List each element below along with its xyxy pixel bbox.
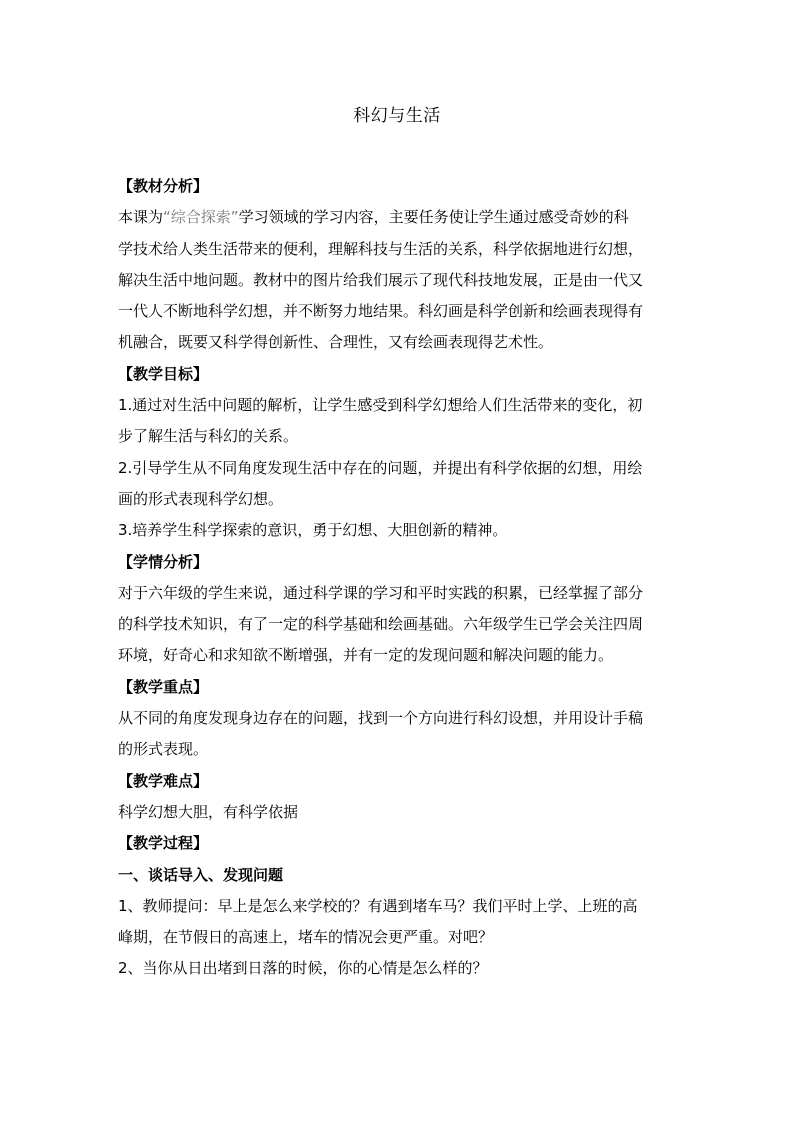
paragraph-line: 1.通过对生活中问题的解析，让学生感受到科学幻想给人们生活带来的变化，初 [118, 396, 643, 415]
line-text: 学习领域的学习内容，主要任务使让学生通过感受奇妙的科 [238, 208, 629, 227]
paragraph-line: 1、教师提问：早上是怎么来学校的？有遇到堵车马？我们平时上学、上班的高 [118, 896, 638, 915]
document-body [118, 171, 678, 985]
paragraph-line: 的科学技术知识，有了一定的科学基础和绘画基础。六年级学生已学会关注四周 [118, 615, 644, 634]
section-heading: 【教学过程】 [118, 834, 209, 853]
highlighted-term: “综合探索” [163, 208, 239, 227]
line-text: 本课为 [118, 208, 164, 227]
section-heading: 【教学难点】 [118, 771, 209, 790]
paragraph-line: 机融合，既要又科学得创新性、合理性，又有绘画表现得艺术性。 [118, 333, 554, 352]
section-heading: 【教学重点】 [118, 677, 209, 696]
paragraph-line: 步了解生活与科幻的关系。 [118, 427, 299, 446]
section-heading: 【教材分析】 [118, 177, 209, 195]
paragraph-line: 3.培养学生科学探索的意识，勇于幻想、大胆创新的精神。 [118, 521, 508, 540]
section-heading: 【学情分析】 [118, 552, 209, 571]
paragraph-line: 环境，好奇心和求知欲不断增强，并有一定的发现问题和解决问题的能力。 [118, 646, 614, 665]
paragraph-line: 峰期，在节假日的高速上，堵车的情况会更严重。对吧？ [118, 928, 494, 947]
paragraph-line: 学技术给人类生活带来的便利，理解科技与生活的关系，科学依据地进行幻想， [118, 239, 644, 258]
document-title: 科幻与生活 [353, 106, 441, 126]
paragraph-line: 科学幻想大胆，有科学依据 [118, 802, 299, 821]
paragraph-line [118, 202, 678, 233]
paragraph-line: 解决生活中地问题。教材中的图片给我们展示了现代科技地发展，正是由一代又 [118, 270, 644, 289]
paragraph-line: 一代人不断地科学幻想，并不断努力地结果。科幻画是科学创新和绘画表现得有 [118, 302, 644, 321]
section-heading: 一、谈话导入、发现问题 [118, 865, 284, 884]
paragraph-line: 2、当你从日出堵到日落的时候，你的心情是怎么样的？ [118, 959, 488, 978]
paragraph-line: 2.引导学生从不同角度发现生活中存在的问题，并提出有科学依据的幻想，用绘 [118, 458, 643, 477]
paragraph-line: 的形式表现。 [118, 740, 209, 759]
section-heading: 【教学目标】 [118, 364, 209, 383]
paragraph-line: 画的形式表现科学幻想。 [118, 489, 284, 508]
paragraph-line: 对于六年级的学生来说，通过科学课的学习和平时实践的积累，已经掌握了部分 [118, 583, 644, 602]
paragraph-line: 从不同的角度发现身边存在的问题，找到一个方向进行科幻设想，并用设计手稿 [118, 709, 644, 728]
